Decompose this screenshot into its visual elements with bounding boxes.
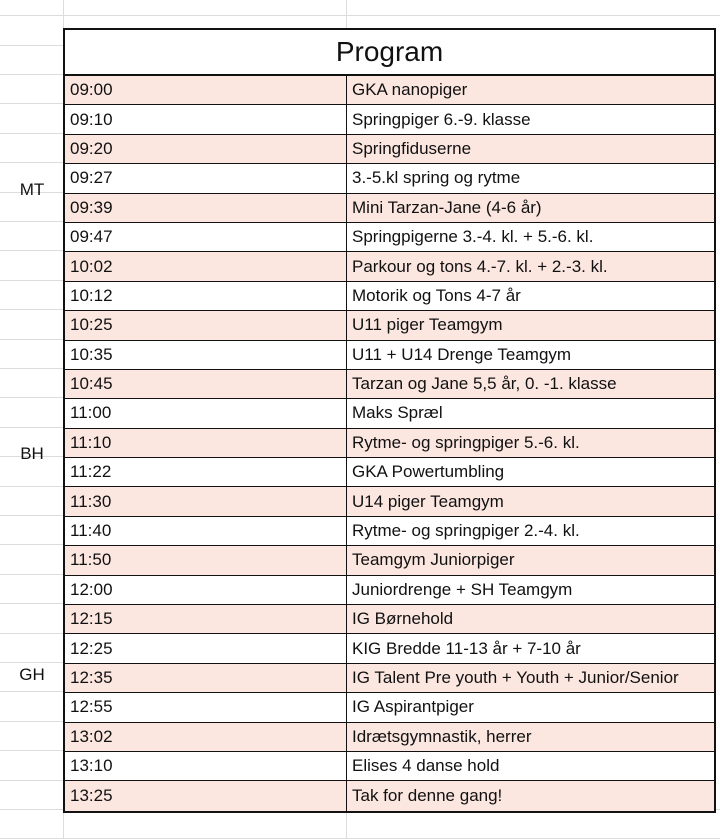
event-cell[interactable]: Juniordrenge + SH Teamgym (352, 579, 573, 599)
grid-line (0, 309, 64, 310)
table-row (65, 664, 714, 693)
grid-line (0, 280, 64, 281)
table-row (65, 105, 714, 134)
time-cell[interactable]: 13:10 (65, 752, 347, 780)
time-cell[interactable]: 10:35 (65, 341, 347, 369)
table-row (65, 341, 714, 370)
grid-line (0, 15, 64, 16)
event-cell[interactable]: Teamgym Juniorpiger (352, 550, 515, 570)
event-cell[interactable]: Elises 4 danse hold (352, 756, 500, 776)
time-cell[interactable]: 11:22 (65, 458, 347, 486)
grid-line (0, 427, 64, 428)
event-cell[interactable]: Mini Tarzan-Jane (4-6 år) (352, 197, 542, 217)
grid-line (0, 486, 64, 487)
table-row (65, 487, 714, 516)
program-table (63, 28, 716, 813)
time-cell[interactable]: 12:55 (65, 693, 347, 721)
event-cell[interactable]: Springfiduserne (352, 138, 472, 158)
event-cell[interactable]: Maks Spræl (352, 403, 443, 423)
table-row (65, 605, 714, 634)
time-cell[interactable]: 09:39 (65, 194, 347, 222)
event-cell[interactable]: Rytme- og springpiger 2.-4. kl. (352, 521, 580, 541)
grid-line (0, 103, 64, 104)
time-cell[interactable]: 11:40 (65, 517, 347, 545)
grid-line (0, 397, 64, 398)
table-row (65, 76, 714, 105)
grid-line (0, 691, 64, 692)
time-cell[interactable]: 10:45 (65, 370, 347, 398)
table-row (65, 194, 714, 223)
time-cell[interactable]: 13:25 (65, 781, 347, 810)
grid-line (0, 603, 64, 604)
grid-line (0, 45, 64, 46)
program-title[interactable]: Program (65, 30, 714, 76)
grid-line (0, 133, 64, 134)
event-cell[interactable]: Idrætsgymnastik, herrer (352, 726, 532, 746)
time-cell[interactable]: 11:00 (65, 399, 347, 427)
group-label-mt: MT (19, 180, 45, 199)
grid-line (0, 339, 64, 340)
table-row (65, 252, 714, 281)
event-cell[interactable]: Tarzan og Jane 5,5 år, 0. -1. klasse (352, 374, 617, 394)
time-cell[interactable]: 10:02 (65, 252, 347, 280)
table-row (65, 781, 714, 810)
event-cell[interactable]: Springpiger 6.-9. klasse (352, 109, 531, 129)
table-row (65, 752, 714, 781)
time-cell[interactable]: 11:30 (65, 487, 347, 515)
event-cell[interactable]: KIG Bredde 11-13 år + 7-10 år (352, 638, 581, 658)
event-cell[interactable]: Tak for denne gang! (352, 786, 503, 806)
grid-line (0, 574, 64, 575)
grid-line (0, 780, 64, 781)
event-cell[interactable]: IG Aspirantpiger (352, 697, 474, 717)
event-cell[interactable]: U11 piger Teamgym (352, 315, 503, 335)
table-row (65, 311, 714, 340)
grid-line (0, 721, 64, 722)
grid-line (0, 544, 64, 545)
table-row (65, 546, 714, 575)
event-cell[interactable]: GKA nanopiger (352, 80, 468, 100)
grid-line (64, 15, 720, 16)
event-cell[interactable]: Motorik og Tons 4-7 år (352, 285, 521, 305)
event-cell[interactable]: Parkour og tons 4.-7. kl. + 2.-3. kl. (352, 256, 608, 276)
time-cell[interactable]: 11:50 (65, 546, 347, 574)
grid-line (0, 515, 64, 516)
table-row (65, 135, 714, 164)
event-cell[interactable]: GKA Powertumbling (352, 462, 505, 482)
time-cell[interactable]: 09:27 (65, 164, 347, 192)
table-row (65, 634, 714, 663)
event-cell[interactable]: U14 piger Teamgym (352, 491, 504, 511)
time-cell[interactable]: 12:00 (65, 576, 347, 604)
grid-line (0, 662, 64, 663)
grid-line (0, 221, 64, 222)
time-cell[interactable]: 13:02 (65, 723, 347, 751)
event-cell[interactable]: Rytme- og springpiger 5.-6. kl. (352, 432, 580, 452)
time-cell[interactable]: 09:00 (65, 76, 347, 104)
event-cell[interactable]: Springpigerne 3.-4. kl. + 5.-6. kl. (352, 227, 594, 247)
event-cell[interactable]: 3.-5.kl spring og rytme (352, 168, 521, 188)
group-label-bh: BH (20, 444, 44, 463)
grid-line (0, 250, 64, 251)
time-cell[interactable]: 11:10 (65, 429, 347, 457)
time-cell[interactable]: 10:12 (65, 282, 347, 310)
table-row (65, 576, 714, 605)
event-cell[interactable]: IG Børnehold (352, 609, 454, 629)
time-cell[interactable]: 09:20 (65, 135, 347, 163)
time-cell[interactable]: 12:35 (65, 664, 347, 692)
grid-line (0, 633, 64, 634)
table-row (65, 399, 714, 428)
grid-line (0, 809, 64, 810)
schedule-rows (65, 76, 714, 811)
table-row (65, 458, 714, 487)
table-row (65, 693, 714, 722)
grid-line (0, 74, 64, 75)
table-row (65, 370, 714, 399)
grid-line (0, 368, 64, 369)
table-row (65, 429, 714, 458)
grid-line (0, 750, 64, 751)
event-cell[interactable]: U11 + U14 Drenge Teamgym (352, 344, 572, 364)
table-row (65, 282, 714, 311)
time-cell[interactable]: 09:47 (65, 223, 347, 251)
table-row (65, 723, 714, 752)
table-row (65, 223, 714, 252)
group-label-gh: GH (19, 665, 45, 684)
event-cell[interactable]: IG Talent Pre youth + Youth + Junior/Senior (352, 668, 679, 687)
time-cell[interactable]: 09:10 (65, 105, 347, 133)
table-row (65, 164, 714, 193)
grid-line (0, 162, 64, 163)
table-row (65, 517, 714, 546)
time-cell[interactable]: 10:25 (65, 311, 347, 339)
time-cell[interactable]: 12:25 (65, 634, 347, 662)
time-cell[interactable]: 12:15 (65, 605, 347, 633)
